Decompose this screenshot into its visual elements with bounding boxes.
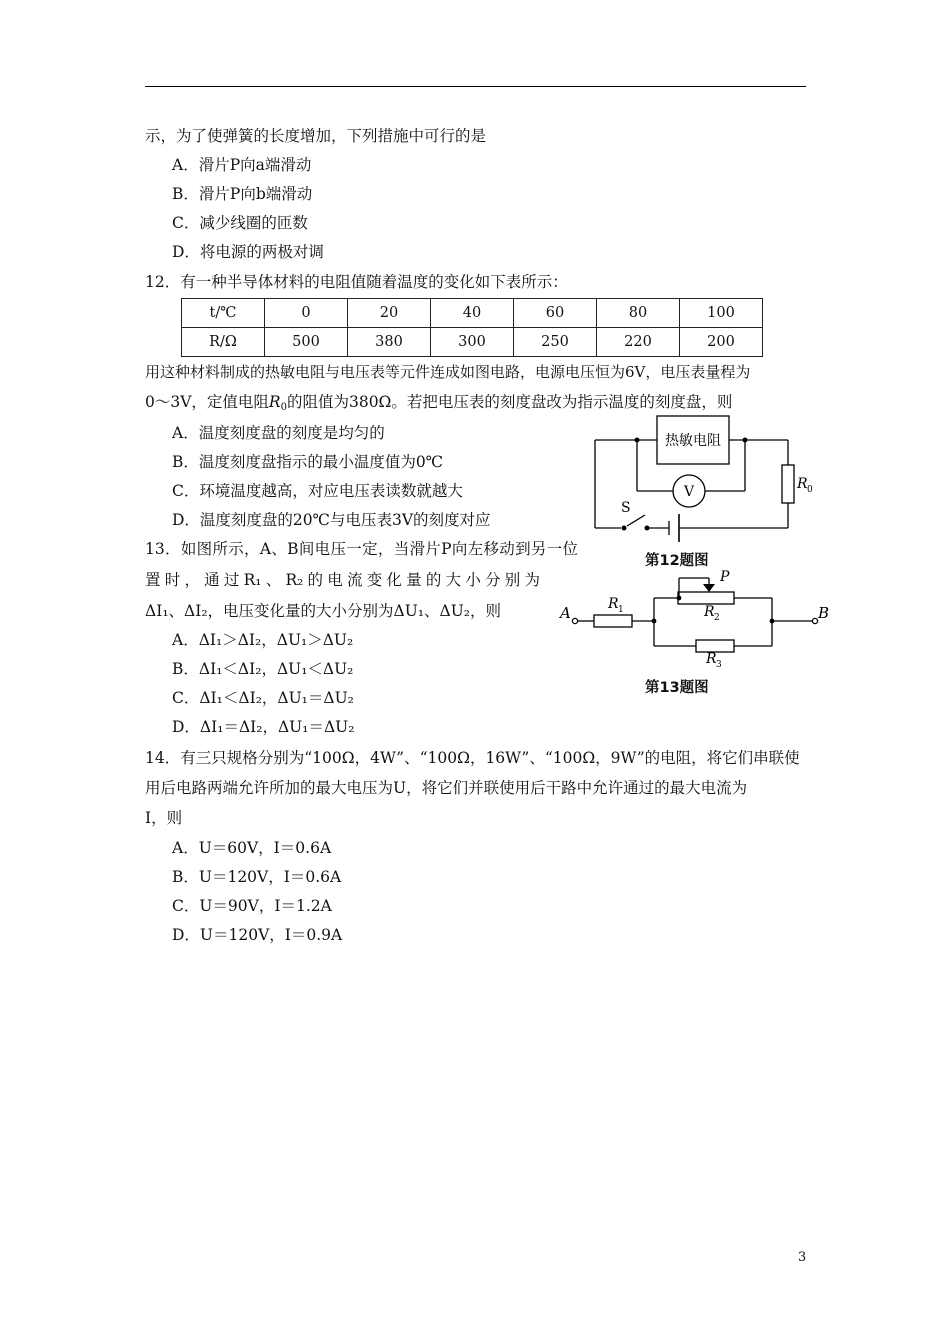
thermistor-label: 热敏电阻 (665, 433, 721, 449)
resistor-r0-label: R (797, 476, 808, 492)
table-cell: 380 (348, 328, 431, 357)
node-b-label: B (818, 604, 830, 622)
resistance-table (181, 298, 763, 357)
table-cell: 300 (431, 328, 514, 357)
table-cell: 100 (680, 299, 763, 328)
header-rule (145, 86, 806, 87)
resistor-r0-subscript: 0 (807, 485, 813, 495)
node-a-label: A (560, 604, 571, 622)
table-cell: 200 (680, 328, 763, 357)
q14-option-c: C．U＝90V，I＝1.2A (172, 897, 332, 915)
switch-label: S (621, 500, 631, 516)
rheostat-r2-label: R (704, 604, 715, 620)
resistor-r1 (594, 615, 632, 627)
table-cell: 250 (514, 328, 597, 357)
q14-option-b: B．U＝120V，I＝0.6A (172, 868, 342, 886)
q14-option-a: A．U＝60V，I＝0.6A (172, 839, 332, 857)
q13-option-d: D．ΔI₁＝ΔI₂，ΔU₁＝ΔU₂ (172, 718, 355, 736)
q12-option-a: A．温度刻度盘的刻度是均匀的 (172, 424, 385, 442)
slider-p-label: P (720, 569, 730, 585)
q12-stem: 12．有一种半导体材料的电阻值随着温度的变化如下表所示： (145, 273, 568, 291)
figure-12-caption: 第12题图 (645, 553, 709, 569)
voltmeter-label: V (683, 484, 695, 500)
resistor-r3-label: R (706, 651, 717, 667)
table-cell: 40 (431, 299, 514, 328)
q12-option-b: B．温度刻度盘指示的最小温度值为0℃ (172, 453, 444, 471)
q13-option-b: B．ΔI₁＜ΔI₂，ΔU₁＜ΔU₂ (172, 660, 354, 678)
table-cell: 220 (597, 328, 680, 357)
resistor-r1-subscript: 1 (618, 605, 624, 615)
q13-option-c: C．ΔI₁＜ΔI₂，ΔU₁＝ΔU₂ (172, 689, 354, 707)
q11-option-d: D．将电源的两极对调 (172, 243, 324, 261)
q11-option-a: A．滑片P向a端滑动 (172, 156, 312, 174)
q13-option-a: A．ΔI₁＞ΔI₂，ΔU₁＞ΔU₂ (172, 631, 354, 649)
rheostat-r2-subscript: 2 (714, 613, 720, 623)
table-row (182, 299, 763, 328)
q13-stem-1: 13．如图所示，A、B间电压一定，当滑片P向左移动到另一位 (145, 540, 578, 558)
table-cell: 80 (597, 299, 680, 328)
figure-13-caption: 第13题图 (645, 680, 709, 696)
q14-stem-1: 14．有三只规格分别为“100Ω，4W”、“100Ω，16W”、“100Ω，9W”的电阻，将它们串联使 (145, 749, 800, 767)
q12-option-d: D．温度刻度盘的20℃与电压表3V的刻度对应 (172, 511, 491, 529)
table-row (182, 328, 763, 357)
q12-text-1: 用这种材料制成的热敏电阻与电压表等元件连成如图电路，电源电压恒为6V，电压表量程为 (145, 363, 751, 381)
table-header-temperature: t/℃ (182, 299, 265, 328)
q12-text-2: 0～3V，定值电阻$R_0$的阻值为380Ω。若把电压表的刻度盘改为指示温度的刻度盘，则 (145, 393, 733, 413)
table-header-resistance: R/Ω (182, 328, 265, 357)
q14-option-d: D．U＝120V，I＝0.9A (172, 926, 343, 944)
q11-stem-tail: 示，为了使弹簧的长度增加，下列措施中可行的是 (145, 127, 487, 145)
figure-13-circuit (556, 566, 836, 676)
table-cell: 0 (265, 299, 348, 328)
table-cell: 20 (348, 299, 431, 328)
resistor-r1-label: R (608, 596, 619, 612)
q11-option-c: C．减少线圈的匝数 (172, 214, 308, 232)
q14-stem-3: I，则 (145, 809, 183, 827)
q11-option-b: B．滑片P向b端滑动 (172, 185, 313, 203)
resistor-r3-subscript: 3 (716, 660, 722, 670)
q13-stem-3: ΔI₁、ΔI₂，电压变化量的大小分别为ΔU₁、ΔU₂，则 (145, 602, 502, 620)
table-cell: 500 (265, 328, 348, 357)
figure-12-circuit (585, 408, 815, 548)
q12-option-c: C．环境温度越高，对应电压表读数就越大 (172, 482, 463, 500)
table-cell: 60 (514, 299, 597, 328)
q12-text-2a: 0～3V，定值电阻 (145, 393, 269, 411)
page-number: 3 (798, 1250, 807, 1265)
q12-text-2b: 的阻值为380Ω。若把电压表的刻度盘改为指示温度的刻度盘，则 (286, 393, 733, 411)
rheostat-r2 (678, 592, 734, 604)
q14-stem-2: 用后电路两端允许所加的最大电压为U，将它们并联使用后干路中允许通过的最大电流为 (145, 779, 748, 797)
q13-stem-2: 置时，通过R₁、R₂的电流变化量的大小分别为 (145, 571, 540, 589)
resistor-r0 (782, 465, 794, 503)
